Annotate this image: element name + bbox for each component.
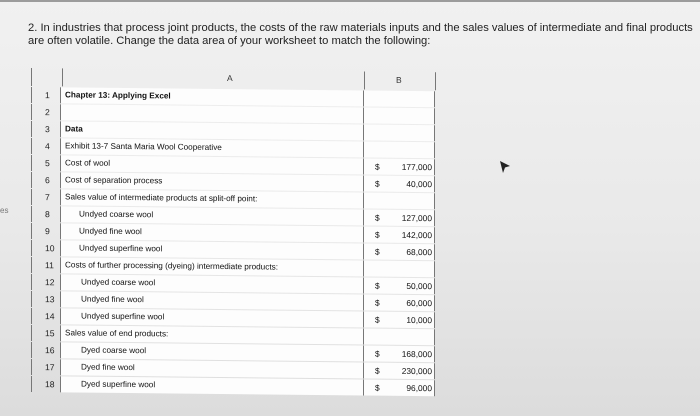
mouse-cursor-icon (499, 160, 511, 174)
row-number[interactable]: 5 (31, 155, 61, 171)
cell-b[interactable] (364, 328, 435, 345)
cell-value: 60,000 (406, 297, 432, 309)
cell-a[interactable]: Undyed superfine wool (61, 240, 364, 259)
cell-a[interactable]: Exhibit 13-7 Santa Maria Wool Cooperative (61, 138, 364, 157)
row-number[interactable]: 14 (31, 308, 61, 324)
cell-a[interactable]: Dyed coarse wool (61, 342, 364, 361)
cell-b[interactable] (364, 311, 435, 328)
cell-value: 168,000 (401, 348, 432, 360)
cell-b[interactable] (364, 124, 435, 141)
row-number[interactable]: 11 (31, 257, 61, 273)
cell-a[interactable]: Dyed fine wool (61, 359, 364, 378)
top-divider (0, 0, 700, 2)
cell-a[interactable]: Data (61, 121, 364, 140)
row-number[interactable]: 6 (31, 172, 61, 188)
row-number[interactable]: 17 (31, 359, 61, 375)
row-number[interactable]: 8 (31, 206, 61, 222)
currency-symbol: $ (375, 297, 380, 308)
cell-b[interactable] (364, 90, 435, 107)
cell-b[interactable] (364, 158, 435, 175)
cell-a[interactable]: Sales value of intermediate products at split-off point: (61, 189, 364, 208)
currency-symbol: $ (375, 212, 380, 223)
cell-a[interactable] (61, 104, 364, 123)
question-text (28, 22, 698, 48)
cell-a[interactable]: Cost of separation process (61, 172, 364, 191)
cell-value: 50,000 (406, 280, 432, 292)
cell-a[interactable]: Cost of wool (61, 155, 364, 174)
cell-a[interactable]: Dyed superfine wool (61, 376, 364, 395)
row-number[interactable]: 7 (31, 189, 61, 205)
cell-value: 177,000 (401, 161, 432, 173)
cell-a[interactable]: Chapter 13: Applying Excel (61, 87, 364, 106)
cell-value: 230,000 (401, 365, 432, 377)
currency-symbol: $ (375, 161, 380, 172)
cell-b[interactable] (364, 226, 435, 243)
cell-b[interactable] (364, 362, 435, 379)
currency-symbol: $ (375, 382, 380, 393)
currency-symbol: $ (375, 178, 380, 189)
row-number[interactable]: 13 (31, 291, 61, 307)
cell-b[interactable] (364, 379, 435, 396)
currency-symbol: $ (375, 365, 380, 376)
row-number[interactable]: 16 (31, 342, 61, 358)
cell-b[interactable] (364, 175, 435, 192)
row-number[interactable]: 15 (31, 325, 61, 341)
row-number[interactable]: 12 (31, 274, 61, 290)
cell-a[interactable]: Undyed coarse wool (61, 274, 364, 293)
cell-a[interactable]: Sales value of end products: (61, 325, 364, 344)
cell-a[interactable]: Undyed superfine wool (61, 308, 364, 327)
currency-symbol: $ (375, 229, 380, 240)
cell-a[interactable]: Undyed coarse wool (61, 206, 364, 225)
cell-value: 68,000 (406, 246, 432, 258)
cell-b[interactable] (364, 277, 435, 294)
cell-b[interactable] (364, 141, 435, 158)
cell-b[interactable] (364, 192, 435, 209)
cell-a[interactable]: Undyed fine wool (61, 223, 364, 242)
cell-value: 127,000 (401, 212, 432, 224)
column-header-b[interactable] (364, 71, 436, 90)
cell-b[interactable] (364, 243, 435, 260)
currency-symbol: $ (375, 280, 380, 291)
row-number[interactable]: 9 (31, 223, 61, 239)
question-line-2: are often volatile. Change the data area of your worksheet to match the following: (28, 35, 431, 47)
cell-b[interactable] (364, 107, 435, 124)
currency-symbol: $ (375, 314, 380, 325)
column-letter-a: A (227, 73, 233, 84)
margin-fragment: es (0, 206, 9, 215)
cell-value: 10,000 (406, 314, 432, 326)
row-number[interactable]: 10 (31, 240, 61, 256)
currency-symbol: $ (375, 348, 380, 359)
cell-b[interactable] (364, 260, 435, 277)
cell-a[interactable]: Costs of further processing (dyeing) intermediate products: (61, 257, 364, 276)
row-number[interactable]: 4 (31, 138, 61, 154)
column-header-a[interactable] (61, 68, 365, 89)
cell-b[interactable] (364, 294, 435, 311)
select-all-corner[interactable] (31, 68, 63, 86)
cell-value: 96,000 (406, 382, 432, 394)
currency-symbol: $ (375, 246, 380, 257)
row-number[interactable]: 2 (31, 104, 61, 120)
row-number[interactable]: 18 (31, 376, 61, 392)
cell-value: 142,000 (401, 229, 432, 241)
cell-value: 40,000 (406, 178, 432, 190)
cell-b[interactable] (364, 209, 435, 226)
row-number[interactable]: 3 (31, 121, 61, 137)
cell-b[interactable] (364, 345, 435, 362)
question-line-1: 2. In industries that process joint products, the costs of the raw materials inputs and the sales values of intermediate and final products (28, 22, 693, 34)
column-letter-b: B (396, 74, 402, 85)
cell-a[interactable]: Undyed fine wool (61, 291, 364, 310)
row-number[interactable]: 1 (31, 87, 61, 103)
